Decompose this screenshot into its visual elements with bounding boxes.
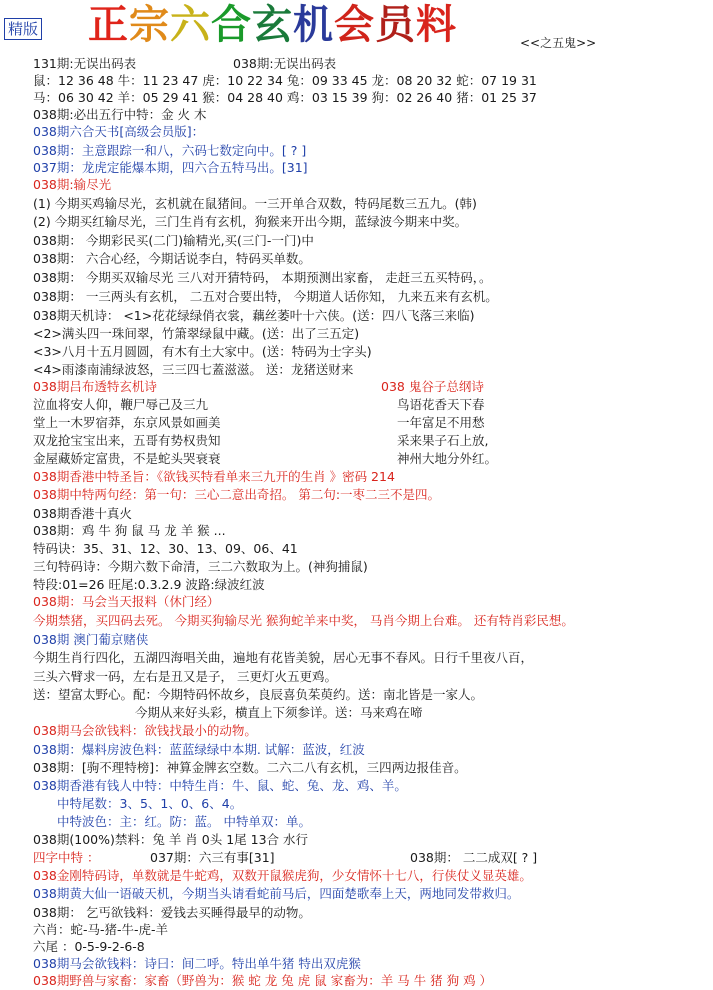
text-line-l21b: 一年富足不用愁 (397, 415, 485, 430)
text-line-l30: 特段:01=26 旺尾:0.3.2.9 波路:绿波红波 (33, 577, 265, 592)
text-line-l1: 131期:无误出码表 (33, 56, 137, 71)
text-line-l37: 今期从来好头彩，横直上下须参详。送：马来鸡在啼 (135, 705, 423, 720)
text-line-l46: 038金刚特码诗，单数就是牛蛇鸡，双数开鼠猴虎狗，少女情怀十七八，行侠仗义显英雄。 (33, 868, 532, 883)
text-line-l29: 三句特码诗：今期六数下命清，三二六数取为上。(神狗捕鼠) (33, 559, 368, 574)
text-line-l25: 038期中特两句经：第一句：三心二意出奇招。 第二句:一枣二三不是四。 (33, 487, 441, 502)
text-line-l10: (2) 今期买红输尽光，三门生肖有玄机，狗猴来开出今期，蓝绿波今期来中奖。 (33, 214, 468, 229)
text-line-l13: 038期： 今期买双输尽光 三八对开猜特码， 本期预测出家畜， 走赶三五买特码，。 (33, 270, 492, 285)
text-line-l26: 038期香港十真火 (33, 506, 132, 521)
text-line-l12: 038期： 六合心经，今期话说李白，特码买单数。 (33, 251, 311, 266)
text-line-l35: 三头六臂求一码，左右是丑又是子， 三更灯火五更鸡。 (33, 669, 337, 684)
text-line-l19: 038期吕布透特玄机诗 (33, 379, 157, 394)
text-line-l3: 马：06 30 42 羊：05 29 41 猴：04 28 40 鸡：03 15 39 狗：02 26 40 猪：01 25 37 (33, 90, 537, 105)
text-line-l52: 038期野兽与家畜：家畜（野兽为：猴 蛇 龙 兔 虎 鼠 家畜为：羊 马 牛 猪 狗 鸡 ） (33, 973, 493, 988)
text-line-l21: 堂上一木罗宿莽，东京风景如画美 (33, 415, 221, 430)
text-line-l4: 038期:必出五行中特：金 火 木 (33, 107, 207, 122)
text-line-l47: 038期黄大仙一语破天机，今期当头请看蛇前马后，四面楚歌奉上天，两地同发带救归。 (33, 886, 520, 901)
text-line-l33: 038期 澳门葡京赌侠 (33, 632, 149, 647)
text-line-l11: 038期： 今期彩民买(二门)输精光,买(三门-一门)中 (33, 233, 314, 248)
text-line-l44: 038期(100%)禁料：兔 羊 肖 0头 1尾 13合 水行 (33, 832, 309, 847)
version-badge: 精版 (4, 18, 42, 40)
text-line-l23b: 神州大地分外红。 (397, 451, 498, 466)
title-char: 正 (88, 1, 129, 48)
text-line-l34: 今期生肖行四化，五湖四海唱关曲，遍地有花皆美貌，居心无事不春风。日行千里夜八百， (33, 650, 534, 665)
title-char: 机 (293, 1, 334, 48)
title-char: 六 (170, 1, 211, 48)
text-line-l23: 金屋藏娇定富贵，不是蛇头哭衰衰 (33, 451, 221, 466)
text-line-l32: 今期禁猪，买四码去死。 今期买狗输尽光 猴狗蛇羊来中奖， 马肖今期上台难。 还有特肖彩民想。 (33, 613, 574, 628)
text-line-l39: 038期：爆料房波色料：蓝蓝绿绿中本期. 试解：蓝波，红波 (33, 742, 365, 757)
text-line-l45c: 038期： 二二成双[ ? ] (410, 850, 538, 865)
text-line-l40: 038期：[驹不理特榜]：神算金牌玄空数。二六二八有玄机，三四两边报佳音。 (33, 760, 467, 775)
text-line-l20b: 鸟语花香天下春 (397, 397, 485, 412)
text-line-l17: <3>八月十五月圆圆，有木有土大家中。(送：特码为士字头) (33, 344, 372, 359)
text-line-l18: <4>雨漆南浦绿波怒，三三四七蓋滋滋。 送：龙猪送财来 (33, 362, 354, 377)
text-line-l41: 038期香港有钱人中特：中特生肖：牛、鼠、蛇、兔、龙、鸡、羊。 (33, 778, 407, 793)
text-line-l28: 特码诀：35、31、12、30、13、09、06、41 (33, 541, 298, 556)
title-char: 玄 (252, 1, 293, 48)
text-line-l1b: 038期:无误出码表 (233, 56, 337, 71)
text-line-l51: 038期马会欲钱料：诗曰：间二呼。特出单牛猪 特出双虎猴 (33, 956, 361, 971)
text-line-l43: 中特波色：主：红。防：蓝。 中特单双：单。 (57, 814, 311, 829)
text-line-l16: <2>满头四一珠间翠，竹箫翠绿鼠中藏。(送：出了三五定) (33, 326, 360, 341)
text-line-l6: 038期：主意跟踪一和八，六码七数定向中。[ ? ] (33, 143, 307, 158)
page-subtitle: <<之五鬼>> (520, 36, 597, 50)
text-line-l8: 038期:输尽光 (33, 177, 112, 192)
text-line-l9: (1) 今期买鸡输尽光，玄机就在鼠猪间。一三开单合双数，特码尾数三五九。(韩) (33, 196, 477, 211)
text-line-l20: 泣血将安人仰，鞭尸辱己及三九 (33, 397, 209, 412)
title-char: 宗 (129, 1, 170, 48)
text-line-l48: 038期： 乞丐欲钱料：爱钱去买睡得最早的动物。 (33, 905, 311, 920)
text-line-l2: 鼠：12 36 48 牛：11 23 47 虎：10 22 34 兔：09 33 45 龙：08 20 32 蛇：07 19 31 (33, 73, 537, 88)
text-line-l24: 038期香港中特圣旨：《欲钱买特看单来三九开的生肖 》密码 214 (33, 469, 395, 484)
text-line-l15: 038期天机诗： <1>花花绿绿俏衣裳，藕丝萎叶十六侠。(送：四八飞落三来临) (33, 308, 475, 323)
text-line-l7: 037期：龙虎定能爆本期，四六合五特马出。[31] (33, 160, 308, 175)
title-char: 会 (334, 1, 375, 48)
text-line-l45b: 037期：六三有事[31] (150, 850, 275, 865)
text-line-l22: 双龙抢宝宝出来，五哥有势权贵知 (33, 433, 221, 448)
page-title (88, 2, 457, 48)
title-char: 合 (211, 1, 252, 48)
text-line-l49: 六肖：蛇-马-猪-牛-虎-羊 (33, 922, 169, 937)
text-line-l42: 中特尾数：3、5、1、0、6、4。 (57, 796, 243, 811)
title-char: 员 (375, 1, 416, 48)
text-line-l36: 送：望富太野心。配：今期特码怀故乡，良辰喜负茱萸约。送：南北皆是一家人。 (33, 687, 484, 702)
text-line-l27: 038期：鸡 牛 狗 鼠 马 龙 羊 猴 ... (33, 523, 226, 538)
text-line-l31: 038期：马会当天报料（休门经） (33, 594, 220, 609)
text-line-l19b: 038 鬼谷子总纲诗 (381, 379, 484, 394)
text-line-l50: 六尾 ：0-5-9-2-6-8 (33, 939, 145, 954)
text-line-l45a: 四字中特 ： (33, 850, 100, 865)
title-char: 料 (416, 1, 457, 48)
text-line-l14: 038期： 一三两头有玄机， 二五对合要出特， 今期道人话你知， 九来五来有玄机。 (33, 289, 498, 304)
text-line-l38: 038期马会欲钱料：欲钱找最小的动物。 (33, 723, 257, 738)
text-line-l5: 038期六合天书[高级会员版]： (33, 124, 205, 139)
text-line-l22b: 采来果子石上放, (397, 433, 489, 448)
